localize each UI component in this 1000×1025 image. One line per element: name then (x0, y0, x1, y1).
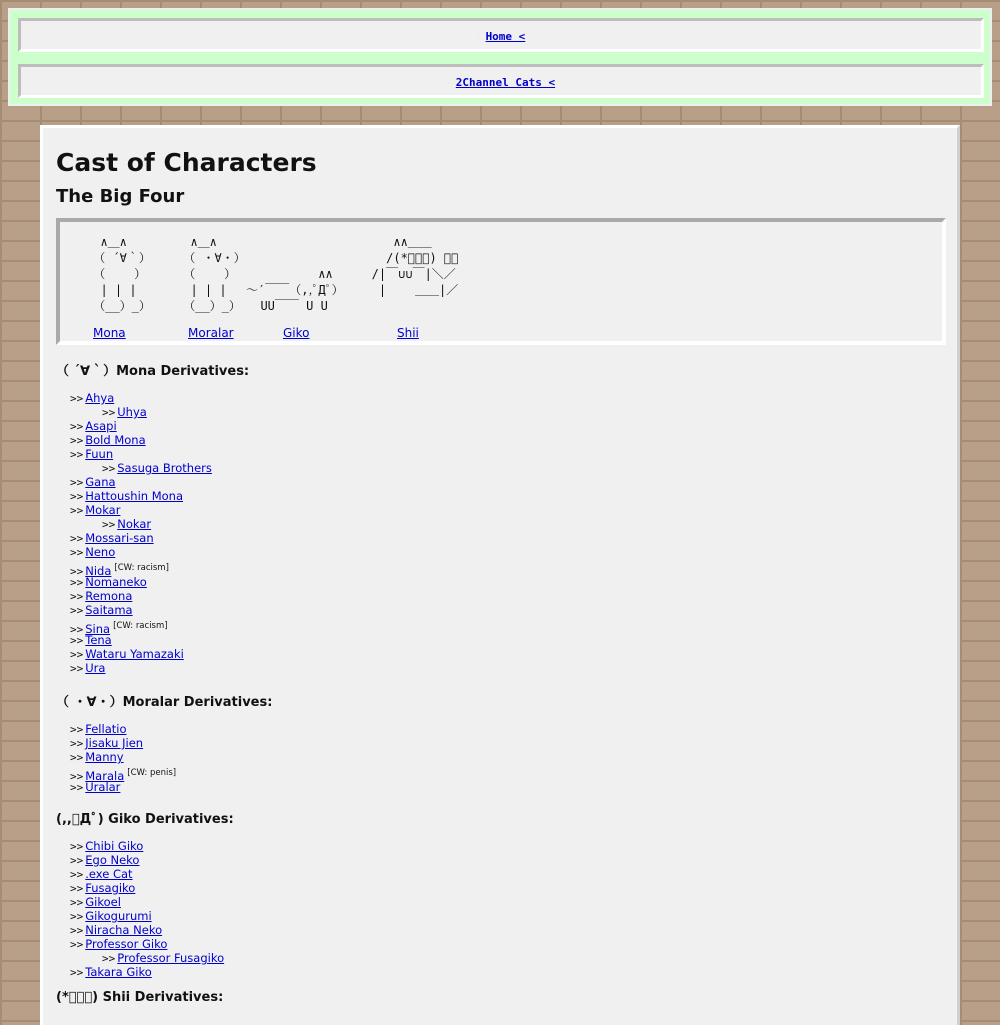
character-link[interactable]: Chibi Giko (85, 839, 144, 853)
mona-link[interactable]: Mona (93, 326, 126, 340)
list-item (70, 736, 176, 750)
mona-derivatives-heading: （ ´∀｀）Mona Derivatives: (56, 364, 250, 379)
list-item (70, 937, 224, 951)
double-chevron-icon: >> (70, 648, 84, 661)
list-item (70, 867, 224, 881)
giko-ascii-art: ∧∧ ～′￣￣（,,ﾟДﾟ） UU￣￣ U U (246, 267, 344, 313)
home-link[interactable]: Home < (485, 30, 526, 43)
double-chevron-icon: >> (70, 924, 84, 937)
double-chevron-icon: >> (70, 546, 84, 559)
character-link[interactable]: Saitama (85, 603, 133, 617)
list-item (70, 923, 224, 937)
character-link[interactable]: Asapi (85, 419, 117, 433)
list-item (70, 405, 212, 419)
list-item (70, 589, 212, 603)
double-chevron-icon: >> (102, 952, 116, 965)
character-link[interactable]: Fuun (85, 447, 114, 461)
character-link[interactable]: Uralar (85, 780, 121, 794)
list-item (70, 447, 212, 461)
giko-link[interactable]: Giko (283, 326, 310, 340)
list-item (70, 750, 176, 764)
list-item (70, 603, 212, 617)
list-item (70, 461, 212, 475)
character-link[interactable]: Gikogurumi (85, 909, 152, 923)
character-link[interactable]: Gana (85, 475, 116, 489)
double-chevron-icon: >> (70, 662, 84, 675)
giko-derivatives-heading: (,,ﾟДﾟ) Giko Derivatives: (56, 812, 234, 827)
mona-ascii-art: ∧＿∧ （ ´∀｀） （ ） | | | （__）_） (93, 235, 151, 313)
character-link[interactable]: Hattoushin Mona (85, 489, 183, 503)
list-item (70, 839, 224, 853)
list-item (70, 853, 224, 867)
moralar-ascii-art: ∧＿∧ （ ・∀・） （ ） | | | （__）_） (183, 235, 246, 313)
list-item (70, 895, 224, 909)
double-chevron-icon: >> (70, 448, 84, 461)
character-link[interactable]: Wataru Yamazaki (85, 647, 184, 661)
character-link[interactable]: Uhya (117, 405, 147, 419)
list-item (70, 531, 212, 545)
content-warning-note: [CW: penis] (127, 768, 177, 778)
character-link[interactable]: Tena (85, 633, 112, 647)
character-link[interactable]: Nomaneko (85, 575, 147, 589)
giko-derivatives-list (70, 839, 224, 979)
double-chevron-icon: >> (70, 622, 84, 636)
list-item (70, 722, 176, 736)
character-link[interactable]: Ahya (85, 391, 115, 405)
list-item (70, 419, 212, 433)
list-item (70, 391, 212, 405)
character-link[interactable]: Takara Giko (85, 965, 152, 979)
double-chevron-icon: >> (70, 751, 84, 764)
double-chevron-icon: >> (70, 723, 84, 736)
page-title: Cast of Characters (56, 148, 317, 177)
shii-derivatives-heading: (*ﾟーﾟ) Shii Derivatives: (56, 990, 224, 1005)
character-link[interactable]: Jisaku Jien (85, 736, 144, 750)
double-chevron-icon: >> (70, 896, 84, 909)
character-link[interactable]: Fusagiko (85, 881, 136, 895)
double-chevron-icon: >> (70, 854, 84, 867)
double-chevron-icon: >> (70, 737, 84, 750)
double-chevron-icon: >> (70, 564, 84, 578)
list-item (70, 965, 224, 979)
character-link[interactable]: Ego Neko (85, 853, 140, 867)
double-chevron-icon: >> (70, 434, 84, 447)
moralar-derivatives-heading: （ ・∀・）Moralar Derivatives: (56, 695, 273, 710)
list-item (70, 764, 177, 783)
double-chevron-icon: >> (70, 392, 84, 405)
double-chevron-icon: >> (70, 966, 84, 979)
character-link[interactable]: Manny (85, 750, 124, 764)
moralar-link[interactable]: Moralar (188, 326, 234, 340)
double-chevron-icon: >> (102, 518, 116, 531)
double-chevron-icon: >> (70, 532, 84, 545)
list-item (70, 661, 212, 675)
bullet-icon: · (476, 33, 480, 43)
home-nav-box (18, 18, 984, 52)
bullet-icon: · (446, 79, 450, 89)
double-chevron-icon: >> (70, 634, 84, 647)
big-four-panel (56, 218, 946, 345)
list-item (70, 545, 212, 559)
double-chevron-icon: >> (70, 590, 84, 603)
cats-nav-box (18, 64, 984, 98)
double-chevron-icon: >> (70, 868, 84, 881)
list-item (70, 575, 212, 589)
character-link[interactable]: Gikoel (85, 895, 121, 909)
list-item (70, 647, 212, 661)
content-warning-note: [CW: racism] (113, 621, 168, 631)
double-chevron-icon: >> (70, 938, 84, 951)
character-link[interactable]: Mossari-san (85, 531, 154, 545)
character-link[interactable]: Nokar (117, 517, 152, 531)
character-link[interactable]: Bold Mona (85, 433, 146, 447)
double-chevron-icon: >> (70, 781, 84, 794)
top-navigation (8, 8, 992, 106)
double-chevron-icon: >> (102, 462, 116, 475)
character-link[interactable]: Ura (85, 661, 106, 675)
character-link[interactable]: Nida (85, 563, 112, 578)
list-item (70, 503, 212, 517)
mona-derivatives-list (70, 391, 212, 675)
character-link[interactable]: Mokar (85, 503, 121, 517)
list-item (70, 909, 224, 923)
2channel-cats-link[interactable]: 2Channel Cats < (455, 76, 556, 89)
page-subtitle: The Big Four (56, 186, 185, 207)
double-chevron-icon: >> (70, 490, 84, 503)
shii-link[interactable]: Shii (397, 326, 419, 340)
character-link[interactable]: Marala (85, 768, 125, 783)
list-item (70, 633, 212, 647)
content-warning-note: [CW: racism] (114, 563, 169, 573)
moralar-derivatives-list (70, 722, 176, 794)
double-chevron-icon: >> (70, 504, 84, 517)
list-item (70, 517, 212, 531)
double-chevron-icon: >> (70, 910, 84, 923)
shii-ascii-art: ∧∧＿＿ /(*ﾟーﾟ) ／＼ /|￣∪∪￣|＼／ | ＿＿|／ (371, 235, 459, 297)
list-item (70, 489, 212, 503)
double-chevron-icon: >> (70, 882, 84, 895)
double-chevron-icon: >> (70, 476, 84, 489)
list-item (70, 433, 212, 447)
main-content (40, 125, 960, 1025)
list-item (70, 617, 212, 636)
character-link[interactable]: Fellatio (85, 722, 127, 736)
double-chevron-icon: >> (70, 576, 84, 589)
character-link[interactable]: Professor Fusagiko (117, 951, 225, 965)
double-chevron-icon: >> (70, 769, 84, 783)
list-item (70, 475, 212, 489)
double-chevron-icon: >> (70, 420, 84, 433)
character-link[interactable]: .exe Cat (85, 867, 133, 881)
character-link[interactable]: Sasuga Brothers (117, 461, 212, 475)
list-item (70, 881, 224, 895)
character-link[interactable]: Niracha Neko (85, 923, 163, 937)
character-link[interactable]: Remona (85, 589, 133, 603)
character-link[interactable]: Professor Giko (85, 937, 168, 951)
list-item (70, 951, 224, 965)
double-chevron-icon: >> (70, 604, 84, 617)
double-chevron-icon: >> (102, 406, 116, 419)
character-link[interactable]: Sina (85, 621, 111, 636)
list-item (70, 559, 212, 578)
character-link[interactable]: Neno (85, 545, 116, 559)
double-chevron-icon: >> (70, 840, 84, 853)
